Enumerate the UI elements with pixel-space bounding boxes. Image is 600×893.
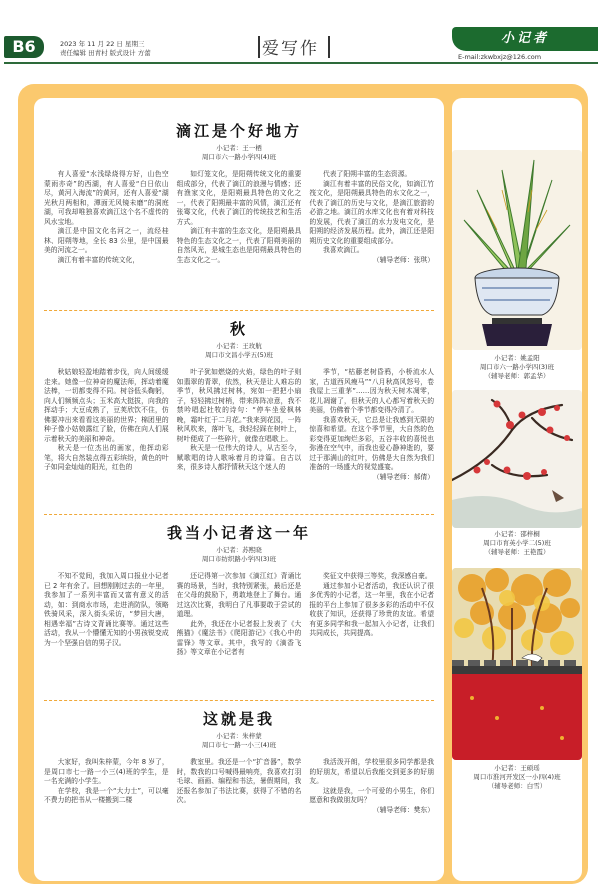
article-author: 小记者：王玫航	[216, 342, 262, 350]
artist-teacher: （辅导老师：白雪）	[487, 782, 547, 790]
header-rule	[4, 62, 598, 64]
teacher-credit: （辅导老师：樊东）	[372, 805, 435, 814]
artist-teacher: （辅导老师：郭孟华）	[484, 372, 550, 380]
article-column	[44, 758, 169, 815]
article-column	[44, 368, 169, 482]
article-byline	[44, 732, 434, 750]
paragraph: 滴江是中国文化名河之一，流经桂林、阳朔等地，全长 83 公里，是中国最美的河流之一。	[44, 227, 169, 254]
article-columns	[44, 170, 434, 265]
paragraph: 通过参加小记者活动，我还认识了很多优秀的小记者，这一年里，我在小记者报的平台上参加了很多多彩的活动中不仅收获了知识，还获得了珍贵的友谊。希望有更多同学和我一起加入小记者，让我们共同成长，共同提高。	[309, 581, 435, 637]
paragraph: 滴江有丰富的生态文化，是阳朔最具特色的生态文化之一，代表了阳朔美丽的自然风光，是城生态也是阳朔最具特色的生态文化之一。	[176, 227, 302, 264]
artist-school: 周口市育英小学二(5)班	[483, 539, 551, 547]
paragraph: 叶子犹如燃烧的火焰，绿色的叶子则如翡翠的青翠，依然，秋天是让人难忘的季节，秋风拂过树林，宛如一把把小扇子，轻轻拂过树梢，带来阵阵凉意，我不禁吟唱起杜牧的诗句：“停车坐爱枫林晚，霜叶红于二月花。”我来到花园，一阵秋风吹来，落叶飞，我轻轻踩在树叶上，树叶便成了一些碎片，就像在唱歌上。	[176, 368, 302, 443]
contact-email: E-mail:zkwbxjz@126.com	[458, 53, 542, 61]
issue-editors: 责任编辑 田青村 版式设计 方蕾	[60, 49, 151, 57]
artwork-caption	[452, 530, 582, 557]
artwork-autumn-wall	[452, 568, 582, 760]
paragraph: 滴江有着丰富的民俗文化，如滴江竹筏文化，是阳朔最具特色的水文化之一，代表了滴江的历史与文化，是滴江旅游的必游之地。滴江的水库文化也有着对科技的发展，代表了滴江的水力发电文化，是阳朔的经济发展历程。此外，滴江还是阳朔历史文化的重要组成部分。	[309, 179, 435, 245]
article-author: 小记者：王一栖	[216, 144, 262, 152]
artwork-caption	[452, 764, 582, 791]
article-byline	[44, 144, 434, 162]
article-column	[44, 572, 169, 658]
article-this-is-me	[44, 708, 434, 815]
article-column	[309, 368, 434, 482]
article-column	[177, 170, 302, 265]
paragraph: 秋天是一位杰出的画家，他挥动彩笔，将大自然装点得五彩缤纷，黄色的叶子如同金灿灿的阳光，红色的	[44, 444, 169, 471]
article-column	[309, 572, 434, 658]
article-school: 周口市七一路一小三(4)班	[201, 741, 277, 749]
artist-name: 小记者：王硕瑶	[494, 764, 540, 772]
column-logo: 小记者	[452, 27, 598, 51]
article-title: 滴江是个好地方	[175, 122, 302, 140]
article-columns	[44, 758, 434, 815]
paragraph: 有人喜爱“水浅绿烧得方好，山色空蒙雨亦奇”的西湖，有人喜爱“白日依山尽，黄河入海流”的黄河，还有人喜爱“湖光秋月两相和，潭面无风镜未磨”的洞庭湖，可我却唯独喜欢滴江这个名不虚传的风水宝地。	[44, 170, 169, 226]
paragraph: 不知不觉间，我加入周口报业小记者已 2 年有余了。回想刚刚过去的一年里，我参加了一系列丰富而又富有意义的活动，如：到商水市场，走进消防队，领略铁骑风采，深入街头采访，“梦回大唐，相遇幸福”古诗文背诵比赛等。通过这些活动，我从一个懵懂无知的小男孩锐变成为一个坚强自信的男子汉。	[44, 572, 169, 647]
title-bar-right	[328, 36, 330, 58]
article-byline	[44, 546, 434, 564]
paragraph: 教室里。我还是一个“扩音器”，数学时，数我的口号喊得最响亮，我喜欢打羽毛球、画画、编程和书法，暑假期间，我还报名参加了书法比赛，获得了不错的名次。	[176, 758, 302, 804]
paragraph: 我喜欢滴江。	[322, 246, 364, 254]
paragraph: 如灯笼文化，是阳朔传统文化的重要组成部分，代表了滴江的浪漫与情感；还有渔家文化，是阳朔最具特色的文化之一，代表了阳朔最丰富的风情，滴江还有张骞文化，代表了滴江的传统技艺和生活方式。	[176, 170, 302, 226]
article-columns	[44, 368, 434, 482]
article-title: 我当小记者这一年	[166, 524, 311, 542]
article-column	[177, 368, 302, 482]
section-title: 爱写作	[262, 39, 319, 59]
paragraph: 奖征文中获得三等奖，我深感自豪。	[322, 572, 432, 580]
paragraph: 大家好，我叫朱梓蒙，今年 8 岁了，是周口市七一路一小三(4)班的学生，是一名充满的小学生。	[44, 758, 169, 785]
page-number: B6	[4, 36, 44, 58]
paragraph: 还记得第一次参加《滴江红》背诵比赛的场景，当时，我特别紧张，最后还是在父母的鼓励下，勇敢地登上了舞台。通过这次比赛，我明白了凡事要敢于尝试的道理。	[176, 572, 302, 618]
section-divider	[44, 700, 434, 701]
section-divider	[44, 514, 434, 515]
article-column	[309, 170, 434, 265]
artwork-caption	[452, 354, 582, 381]
article-column	[309, 758, 434, 815]
section-divider	[44, 310, 434, 311]
paragraph: 秋姑娘轻盈地踏着步伐，向人间缓缓走来。她像一位神奇的魔法师，挥动着魔法棒，一切都变得不同。树谷低头鞠躬，向人们频频点头；玉米高大挺拔，向我的挥动手；大豆成熟了，豆荚欣饮不住，仿佛要冲出来看看这美丽的世界；棉团里的种子像小姑娘露红了脸，仿佛在向人们展示着秋天的美丽和神奇。	[44, 368, 169, 443]
title-bar-left	[258, 36, 260, 58]
article-column	[44, 170, 169, 265]
paragraph: 滴江有着丰富的传统文化，	[57, 255, 140, 264]
article-byline	[44, 342, 434, 360]
article-autumn	[44, 318, 434, 482]
artist-school: 周口市六一路小学四(3)班	[479, 363, 555, 371]
paragraph: 在学校，我是一个“大力士”，可以毫不费力的把书从一楼搬到二楼	[44, 786, 169, 804]
article-title: 秋	[229, 320, 248, 338]
artist-teacher: （辅导老师：王艳霞）	[484, 548, 550, 556]
issue-date: 2023 年 11 月 22 日 星期三	[60, 40, 145, 48]
article-school: 周口市纺织路小学四(3)班	[201, 555, 277, 563]
article-school: 周口市六一路小学四(4)班	[201, 153, 277, 161]
artist-school: 周口市淮河开发区一小四(4)班	[473, 773, 561, 781]
page-header	[0, 0, 600, 62]
artist-name: 小记者：邵梓桐	[494, 530, 540, 538]
teacher-credit: （辅导老师：郝倩）	[372, 472, 435, 481]
article-school: 周口市文昌小学五(5)班	[205, 351, 273, 359]
artist-name: 小记者：姚孟阳	[494, 354, 540, 362]
paragraph: 我喜欢秋天，它总是让我感到无限的惊喜和希望。在这个季节里，大自然的色彩变得更加绚烂多彩，五谷丰收的喜悦也弥漫在空气中，而我也爱心静神逝的，要过于那满山的红叶，仿佛是大自然为我们准备的一场盛大的视觉盛宴。	[309, 415, 435, 471]
article-column	[177, 758, 302, 815]
article-reporter-year	[44, 522, 434, 658]
article-columns	[44, 572, 434, 658]
paragraph: 此外，我还在小记者报上发表了《大熊猫》《魔法书》《爬阳游记》《我心中的雷锋》等文章。其中，我写的《滴香飞扬》等文章在小记者有	[176, 619, 302, 656]
article-lijiang	[44, 120, 434, 265]
article-title: 这就是我	[202, 710, 275, 728]
paragraph: 代表了阳朔丰富的生态资源。	[322, 170, 412, 178]
teacher-credit: （辅导老师：张琪）	[372, 255, 435, 264]
artwork-potted-plant	[452, 150, 582, 350]
paragraph: 我活泼开朗，学校里很多同学都是我的好朋友，希望以后我能交到更多的好朋友。	[309, 758, 435, 785]
paragraph: 这就是我，一个可爱的小男生，你们愿意和我做朋友吗？	[309, 786, 435, 804]
article-author: 小记者：朱梓蒙	[216, 732, 262, 740]
paragraph: 季节，“枯藤老树昏鸦，小桥流水人家，古道西风瘦马”“八月秋高风怒号，卷我屋上三重茅”……因为秋天树木凋零，花儿凋谢了，但秋天的人心都写着秋天的美丽，仿佛着个季节都变得冷清了。	[309, 368, 435, 414]
article-column	[177, 572, 302, 658]
artwork-plum-blossom	[452, 390, 582, 528]
paragraph: 秋天是一位伟大的诗人，从古至今，赋歌唱的诗人歌咏着月的诗篇。自古以来，很多诗人都抒情秋天这个迷人的	[176, 444, 302, 471]
article-author: 小记者：苏熙晓	[216, 546, 262, 554]
issue-meta	[60, 40, 151, 58]
